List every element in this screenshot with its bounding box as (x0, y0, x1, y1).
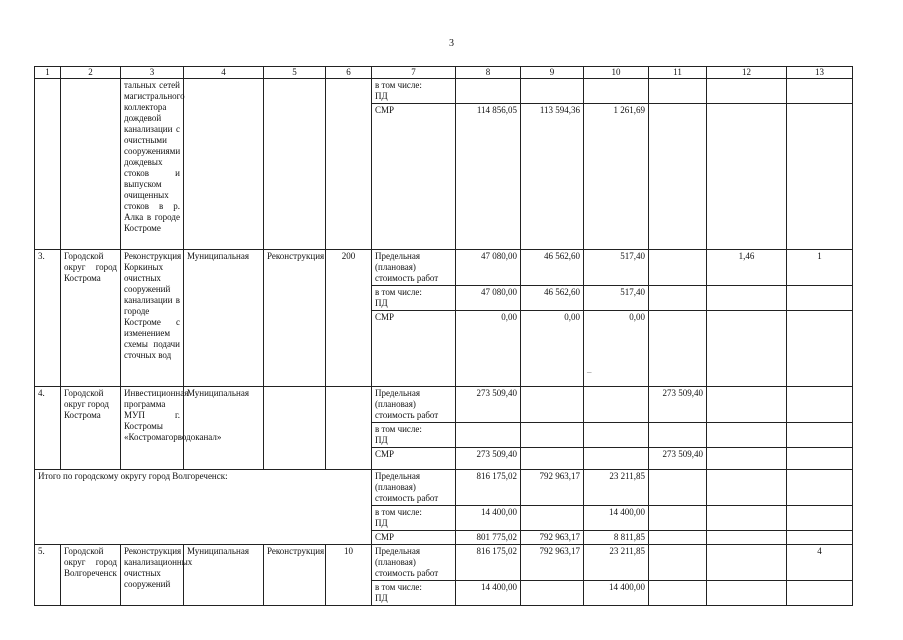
object-name: Реконструкция канализационных очистных сооружений (121, 545, 184, 606)
col-header: 13 (787, 67, 853, 79)
col-header: 6 (326, 67, 372, 79)
table-row: 3. Городской округ город Кострома Реконструкция Коркиных очистных сооружений канализации в городе Костроме с изменением схемы подачи сточных вод Муниципальная Реконструкция 200 Предельная (плановая) стоимость работ 47 080,00 46 562,60 517,40 1,46 1 (35, 250, 853, 286)
table-row: СМР 114 856,05 113 594,36 1 261,69 (35, 104, 853, 250)
object-name: Реконструкция Коркиных очистных сооружений канализации в городе Костроме с изменением схемы подачи сточных вод (121, 250, 184, 387)
total-label: Итого по городскому округу город Волгореченск: (35, 470, 372, 545)
object-name: тальных сетей магистрального коллектора дождевой канализации с очистными сооружениями дождевых стоков и выпуском очищенных стоков в р. Алка в городе Костроме (121, 79, 184, 250)
col-header: 8 (456, 67, 521, 79)
col-header: 3 (121, 67, 184, 79)
sub-label: в том числе: ПД (372, 79, 456, 104)
table-row: в том числе: ПД (35, 423, 853, 448)
investment-table (34, 66, 853, 606)
total-row: Итого по городскому округу город Волгореченск: Предельная (плановая) стоимость работ 816 175,02 792 963,17 23 211,85 (35, 470, 853, 506)
col-header: 10 (584, 67, 649, 79)
table-row: 4. Городской округ город Кострома Инвестиционная программа МУП г. Костромы «Костромагорводоканал» Муниципальная Предельная (плановая) стоимость работ 273 509,40 273 509,40 (35, 387, 853, 423)
table-row (35, 79, 853, 104)
total-row: СМР 801 775,02 792 963,17 8 811,85 (35, 531, 853, 545)
column-number-row (35, 67, 853, 79)
col-header: 4 (184, 67, 264, 79)
col-header: 11 (649, 67, 707, 79)
table-row: 5. Городской округ город Волгореченск Реконструкция канализационных очистных сооружений Муниципальная Реконструкция 10 Предельная (плановая) стоимость работ 816 175,02 792 963,17 23 211,85 4 (35, 545, 853, 581)
table-row: в том числе: ПД 14 400,00 14 400,00 (35, 581, 853, 606)
table-row: в том числе: ПД 47 080,00 46 562,60 517,40 (35, 286, 853, 311)
col-header: 1 (35, 67, 61, 79)
col-header: 5 (264, 67, 326, 79)
page-number: 3 (449, 38, 454, 49)
col-header: 2 (61, 67, 121, 79)
row-number: 4. (35, 387, 61, 470)
table-row: СМР 273 509,40 273 509,40 (35, 448, 853, 470)
total-row: в том числе: ПД 14 400,00 14 400,00 (35, 506, 853, 531)
col-header: 12 (707, 67, 787, 79)
col-header: 7 (372, 67, 456, 79)
col-header: 9 (521, 67, 584, 79)
table-row: СМР 0,00 0,00 0,00 – (35, 311, 853, 387)
row-number: 3. (35, 250, 61, 387)
object-name: Инвестиционная программа МУП г. Костромы «Костромагорводоканал» (121, 387, 184, 470)
smr-label: СМР (372, 104, 456, 250)
row-number: 5. (35, 545, 61, 606)
